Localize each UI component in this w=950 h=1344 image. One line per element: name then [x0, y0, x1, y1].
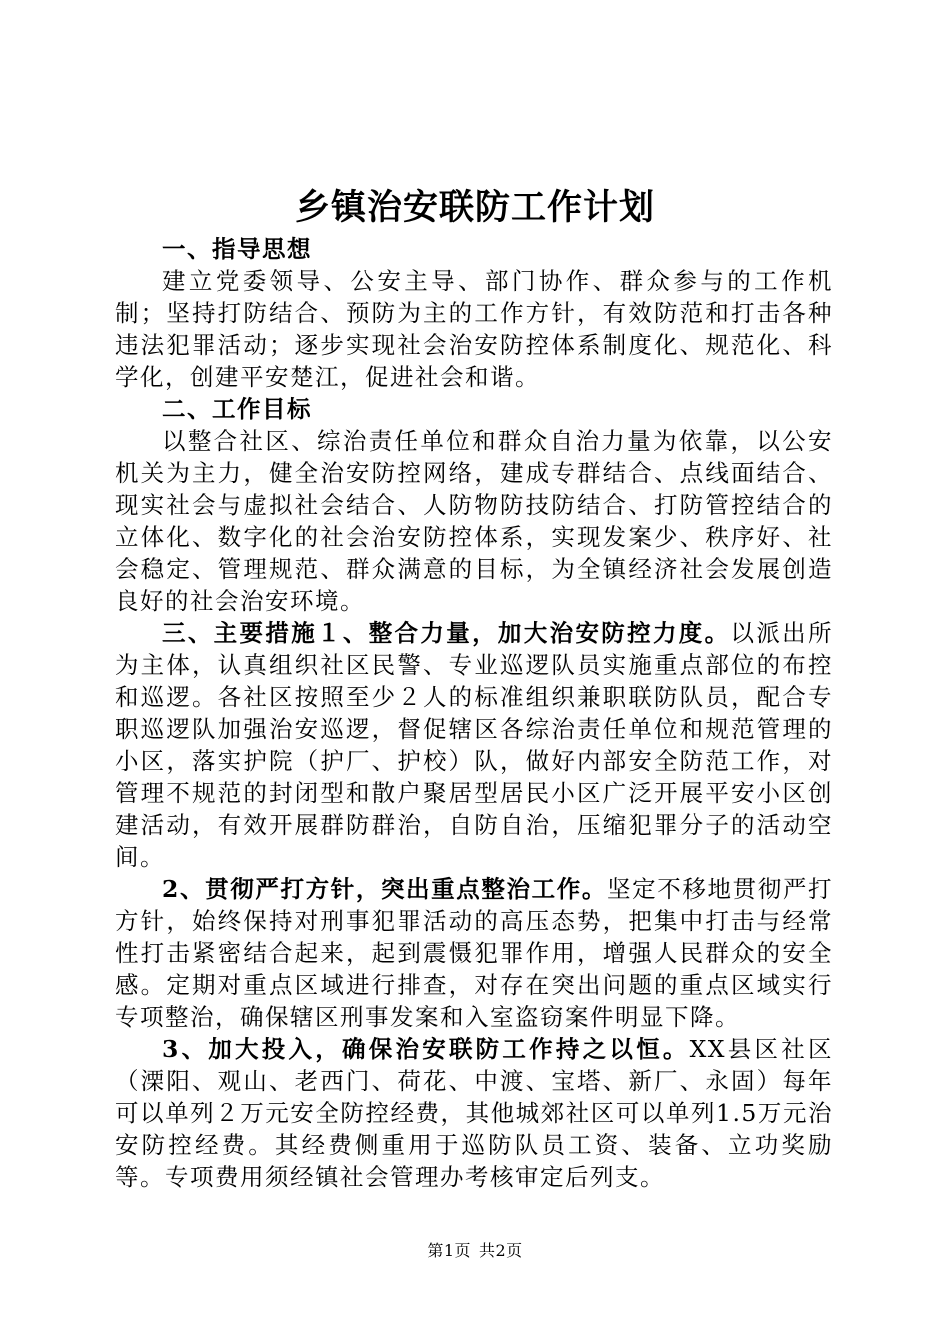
- section-paragraph-work-goals: 以整合社区、综治责任单位和群众自治力量为依靠，以公安机关为主力，健全治安防控网络，建成专群结合、点线面结合、现实社会与虚拟社会结合、人防物防技防结合、打防管控结合的立体化、数字化的社会治安防控体系，实现发案少、秩序好、社会稳定、管理规范、群众满意的目标，为全镇经济社会发展创造良好的社会治安环境。: [115, 427, 833, 615]
- measure-text-3: XX县区社区（溧阳、观山、老西门、荷花、中渡、宝塔、新厂、永固）每年可以单列２万元安全防控经费，其他城郊社区可以单列1.5万元治安防控经费。其经费侧重用于巡防队员工资、装备、立功奖励等。专项费用须经镇社会管理办考核审定后列支。: [115, 1035, 833, 1191]
- measure-paragraph-1: [115, 617, 833, 873]
- section-paragraph-guiding-thought: 建立党委领导、公安主导、部门协作、群众参与的工作机制；坚持打防结合、预防为主的工作方针，有效防范和打击各种违法犯罪活动；逐步实现社会治安防控体系制度化、规范化、科学化，创建平安楚江，促进社会和谐。: [115, 267, 833, 391]
- page-total: 共2页: [479, 1241, 523, 1260]
- page-footer: [0, 1238, 950, 1261]
- section-heading-work-goals: 二、工作目标: [162, 395, 312, 423]
- measure-lead-3: 3、加大投入，确保治安联防工作持之以恒。: [162, 1035, 690, 1063]
- document-title: 乡镇治安联防工作计划: [294, 187, 655, 228]
- document-body: [115, 233, 833, 1193]
- measure-lead-2: 2、贯彻严打方针，突出重点整治工作。: [162, 875, 608, 903]
- measure-text-1: 以派出所为主体，认真组织社区民警、专业巡逻队员实施重点部位的布控和巡逻。各社区按照至少２人的标准组织兼职联防队员，配合专职巡逻队加强治安巡逻，督促辖区各综治责任单位和规范管理的小区，落实护院（护厂、护校）队，做好内部安全防范工作，对管理不规范的封闭型和散户聚居型居民小区广泛开展平安小区创建活动，有效开展群防群治，自防自治，压缩犯罪分子的活动空间。: [115, 619, 834, 871]
- measure-text-2: 坚定不移地贯彻严打方针，始终保持对刑事犯罪活动的高压态势，把集中打击与经常性打击紧密结合起来，起到震慑犯罪作用，增强人民群众的安全感。定期对重点区域进行排查，对存在突出问题的重点区域实行专项整治，确保辖区刑事发案和入室盗窃案件明显下降。: [115, 875, 833, 1031]
- measure-paragraph-3: [115, 1033, 833, 1193]
- section-heading-guiding-thought: 一、指导思想: [162, 235, 312, 263]
- measure-paragraph-2: [115, 873, 833, 1033]
- measure-lead-1: 三、主要措施１、整合力量，加大治安防控力度。: [162, 619, 731, 647]
- page-number: 第1页: [427, 1241, 471, 1260]
